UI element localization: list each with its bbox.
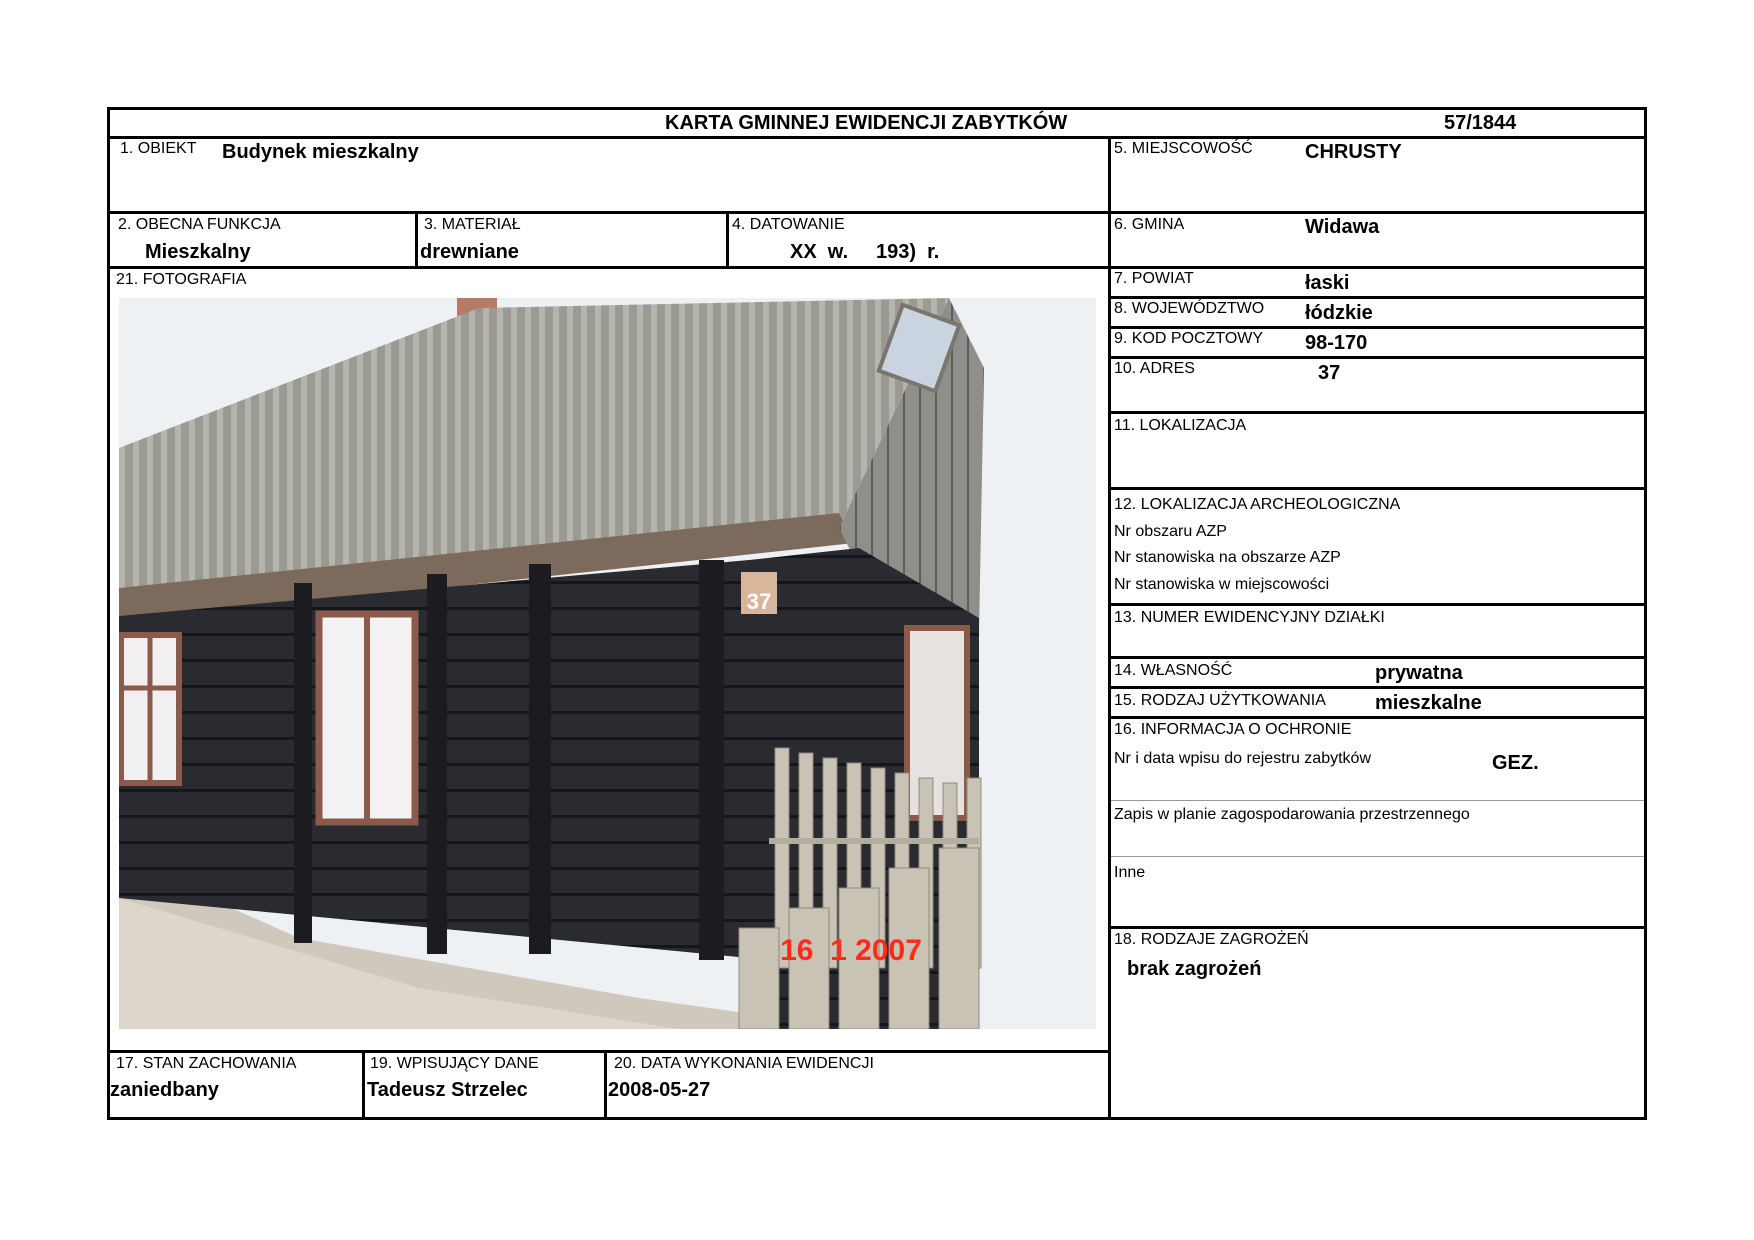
kod-value: 98-170 xyxy=(1305,332,1368,354)
stan-value: zaniedbany xyxy=(110,1079,219,1101)
miejscowosc-value: CHRUSTY xyxy=(1305,141,1402,163)
page-title: KARTA GMINNEJ EWIDENCJI ZABYTKÓW xyxy=(665,112,1068,134)
ochrona-thin-1 xyxy=(1111,800,1644,801)
material-label: 3. MATERIAŁ xyxy=(424,216,521,233)
border-left xyxy=(107,107,110,1120)
archeo-stanowisko-azp-label: Nr stanowiska na obszarze AZP xyxy=(1114,549,1341,566)
r-div-1 xyxy=(1108,211,1647,214)
title-divider xyxy=(107,136,1647,139)
stan-label: 17. STAN ZACHOWANIA xyxy=(116,1055,297,1072)
uzytkowanie-label: 15. RODZAJ UŻYTKOWANIA xyxy=(1114,692,1326,709)
datowanie-label: 4. DATOWANIE xyxy=(732,216,845,233)
r-div-10 xyxy=(1108,686,1647,689)
ochrona-label: 16. INFORMACJA O OCHRONIE xyxy=(1114,721,1352,738)
rejestr-value: GEZ. xyxy=(1492,752,1539,774)
row1-divider xyxy=(107,211,1110,214)
miejscowosc-label: 5. MIEJSCOWOŚĆ xyxy=(1114,140,1253,157)
r-div-5 xyxy=(1108,356,1647,359)
wojewodztwo-label: 8. WOJEWÓDZTWO xyxy=(1114,300,1265,317)
main-divider xyxy=(1108,136,1111,1120)
rejestr-label: Nr i data wpisu do rejestru zabytków xyxy=(1114,750,1371,767)
r-div-8 xyxy=(1108,603,1647,606)
adres-value: 37 xyxy=(1318,362,1341,384)
border-top xyxy=(107,107,1647,110)
adres-label: 10. ADRES xyxy=(1114,360,1195,377)
dzialka-label: 13. NUMER EWIDENCYJNY DZIAŁKI xyxy=(1114,609,1385,626)
r-div-2 xyxy=(1108,266,1647,269)
inne-label: Inne xyxy=(1114,864,1146,881)
fotografia-label: 21. FOTOGRAFIA xyxy=(116,271,247,288)
r-div-11 xyxy=(1108,716,1647,719)
wpisujacy-value: Tadeusz Strzelec xyxy=(367,1079,528,1101)
powiat-label: 7. POWIAT xyxy=(1114,270,1194,287)
funkcja-label: 2. OBECNA FUNKCJA xyxy=(118,216,281,233)
border-right xyxy=(1644,107,1647,1120)
wlasnosc-value: prywatna xyxy=(1375,662,1463,684)
powiat-value: łaski xyxy=(1305,272,1350,294)
photo-bottom-divider xyxy=(107,1050,1110,1053)
ochrona-thin-2 xyxy=(1111,856,1644,857)
v-wpisujacy-data xyxy=(604,1050,607,1120)
wlasnosc-label: 14. WŁASNOŚĆ xyxy=(1114,662,1233,679)
wojewodztwo-value: łódzkie xyxy=(1305,302,1373,324)
r-div-6 xyxy=(1108,411,1647,414)
gmina-label: 6. GMINA xyxy=(1114,216,1185,233)
house-photo xyxy=(119,298,1096,1029)
zagrozenia-value: brak zagrożeń xyxy=(1127,958,1262,980)
datowanie-value: XX w. 193) r. xyxy=(790,241,940,263)
photo-date-stamp: 16 1 2007 xyxy=(780,934,922,967)
card-number: 57/1844 xyxy=(1444,112,1517,134)
r-div-7 xyxy=(1108,487,1647,490)
r-div-4 xyxy=(1108,326,1647,329)
border-bottom xyxy=(107,1117,1647,1120)
data-ewidencji-label: 20. DATA WYKONANIA EWIDENCJI xyxy=(614,1055,874,1072)
house-number-plate: 37 xyxy=(746,589,772,614)
r-div-12 xyxy=(1108,926,1647,929)
r-div-9 xyxy=(1108,656,1647,659)
funkcja-value: Mieszkalny xyxy=(145,241,251,263)
row2-divider xyxy=(107,266,1110,269)
plan-label: Zapis w planie zagospodarowania przestrzennego xyxy=(1114,806,1470,823)
obiekt-value: Budynek mieszkalny xyxy=(222,141,419,163)
archeo-stanowisko-miejsc-label: Nr stanowiska w miejscowości xyxy=(1114,576,1330,593)
material-value: drewniane xyxy=(420,241,519,263)
uzytkowanie-value: mieszkalne xyxy=(1375,692,1482,714)
r-div-3 xyxy=(1108,296,1647,299)
archeo-azp-label: Nr obszaru AZP xyxy=(1114,523,1227,540)
lokalizacja-label: 11. LOKALIZACJA xyxy=(1114,417,1247,434)
v-funkcja-material xyxy=(415,211,418,268)
v-stan-wpisujacy xyxy=(362,1050,365,1120)
zagrozenia-label: 18. RODZAJE ZAGROŻEŃ xyxy=(1114,931,1309,948)
gmina-value: Widawa xyxy=(1305,216,1380,238)
wpisujacy-label: 19. WPISUJĄCY DANE xyxy=(370,1055,539,1072)
kod-label: 9. KOD POCZTOWY xyxy=(1114,330,1264,347)
data-ewidencji-value: 2008-05-27 xyxy=(608,1079,711,1101)
house-photo-drawing xyxy=(119,298,1096,1029)
obiekt-label: 1. OBIEKT xyxy=(120,140,197,157)
archeo-label: 12. LOKALIZACJA ARCHEOLOGICZNA xyxy=(1114,496,1401,513)
v-material-datowanie xyxy=(726,211,729,268)
